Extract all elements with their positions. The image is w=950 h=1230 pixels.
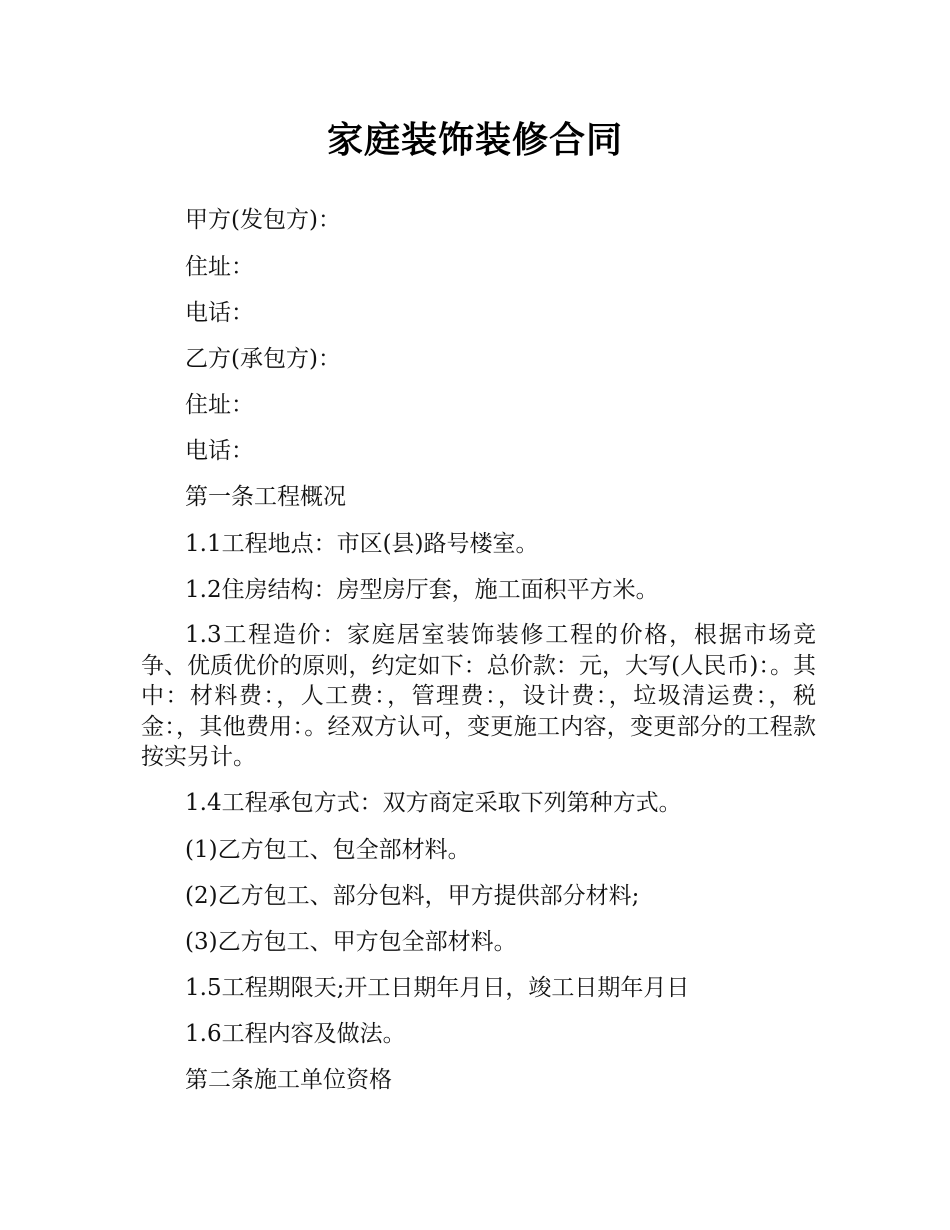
article-2-heading: 第二条施工单位资格: [185, 1067, 392, 1093]
party-b-phone: 电话：: [185, 438, 254, 464]
party-b-label: 乙方(承包方)：: [185, 346, 341, 372]
party-a-label: 甲方(发包方)：: [185, 207, 341, 233]
party-a-address: 住址：: [185, 254, 254, 280]
option-3: (3)乙方包工、甲方包全部材料。: [185, 929, 517, 955]
option-2: (2)乙方包工、部分包料，甲方提供部分材料;: [185, 883, 640, 909]
document-title: 家庭装饰装修合同: [326, 120, 623, 161]
clause-1-3: 1.3工程造价：家庭居室装饰装修工程的价格，根据市场竞争、优质优价的原则，约定如下：总价款：元，大写(人民币)：。其中：材料费：，人工费：，管理费：，设计费：，垃圾清运费：，税金：，其他费用：。经双方认可，变更施工内容，变更部分的工程款按实另计。: [141, 622, 816, 770]
party-a-phone: 电话：: [185, 300, 254, 326]
clause-1-1: 1.1工程地点：市区(县)路号楼室。: [185, 531, 539, 557]
party-b-address: 住址：: [185, 392, 254, 418]
article-1-heading: 第一条工程概况: [185, 484, 346, 510]
clause-1-2: 1.2住房结构：房型房厅套，施工面积平方米。: [185, 577, 659, 603]
clause-1-5: 1.5工程期限天;开工日期年月日，竣工日期年月日: [185, 975, 690, 1001]
clause-1-4: 1.4工程承包方式：双方商定采取下列第种方式。: [185, 790, 682, 816]
clause-1-6: 1.6工程内容及做法。: [185, 1021, 406, 1047]
option-1: (1)乙方包工、包全部材料。: [185, 837, 471, 863]
